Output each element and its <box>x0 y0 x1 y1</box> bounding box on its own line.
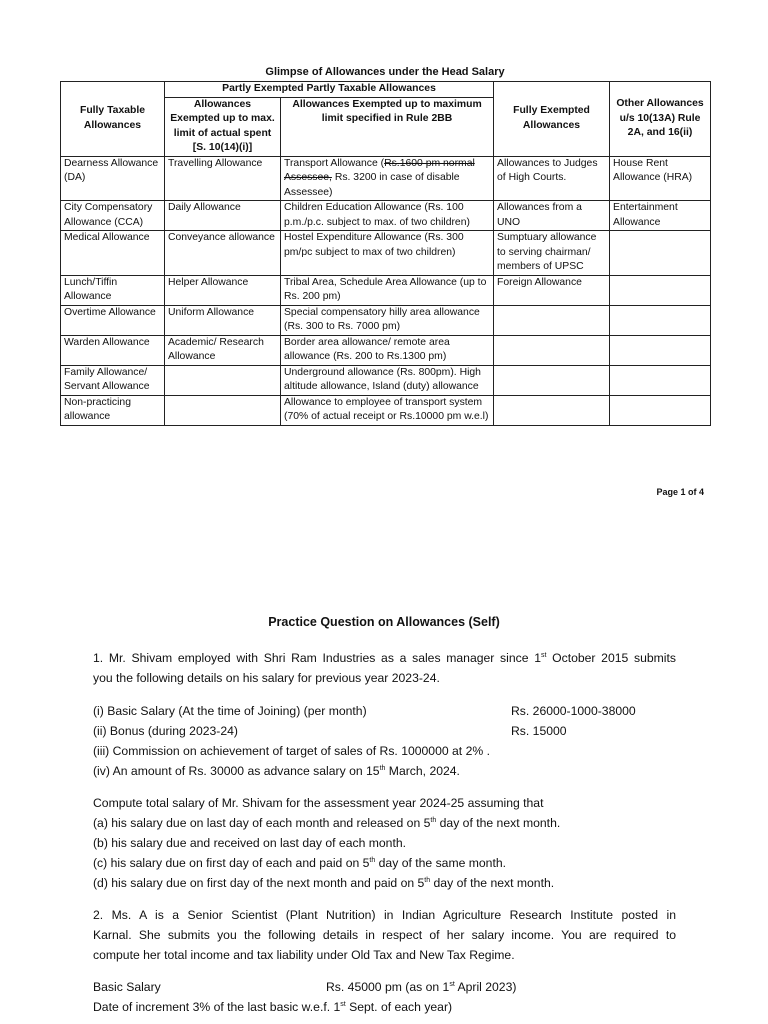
table-cell <box>610 365 711 395</box>
q1-line-1-text: 1. Mr. Shivam employed with Shri Ram Industries as a sales manager since 1 <box>93 651 541 665</box>
table-row <box>61 335 711 365</box>
table-row <box>61 201 711 231</box>
header-max-actual-spent: Allowances Exempted up to max. limit of actual spent [S. 10(14)(i)] <box>165 97 281 156</box>
header-fully-exempted: Fully Exempted Allowances <box>494 82 610 157</box>
q1-option-a <box>93 816 560 830</box>
table-cell: Allowances to Judges of High Courts. <box>494 156 610 201</box>
superscript: st <box>340 1000 346 1008</box>
q1-line-2: you the following details on his salary for previous year 2023-24. <box>93 671 440 685</box>
table-cell <box>610 231 711 276</box>
q1-option-d <box>93 876 554 890</box>
table-cell <box>494 335 610 365</box>
table-row <box>61 305 711 335</box>
q1-item-2-value: Rs. 15000 <box>511 724 567 738</box>
table-cell: Tribal Area, Schedule Area Allowance (up to Rs. 200 pm) <box>281 275 494 305</box>
q2-basic-value-text: Rs. 45000 pm (as on 1 <box>326 980 450 994</box>
q1-option-a-text: (a) his salary due on last day of each month and released on 5 <box>93 816 431 830</box>
header-fully-taxable: Fully Taxable Allowances <box>61 82 165 157</box>
table-row <box>61 156 711 201</box>
table-row <box>61 231 711 276</box>
q1-option-c-text: (c) his salary due on first day of each and paid on 5 <box>93 856 370 870</box>
q2-basic-value <box>326 980 516 994</box>
table-cell: Family Allowance/ Servant Allowance <box>61 365 165 395</box>
table-cell: Uniform Allowance <box>165 305 281 335</box>
cell-text: Transport Allowance ( <box>284 157 385 169</box>
table-cell <box>281 156 494 201</box>
table-cell: Overtime Allowance <box>61 305 165 335</box>
q1-line-1 <box>93 651 676 665</box>
superscript: th <box>369 856 376 864</box>
q2-basic-value-text-end: April 2023) <box>454 980 517 994</box>
table-cell: Special compensatory hilly area allowance (Rs. 300 to Rs. 7000 pm) <box>281 305 494 335</box>
cell-text: Rs. 3200 in case of disable Assessee) <box>284 172 460 198</box>
table-header-row <box>61 82 711 98</box>
q1-option-c <box>93 856 506 870</box>
header-rule-2bb: Allowances Exempted up to maximum limit specified in Rule 2BB <box>281 97 494 156</box>
table-cell: Dearness Allowance (DA) <box>61 156 165 201</box>
header-partly-exempted-group: Partly Exempted Partly Taxable Allowances <box>165 82 494 98</box>
q2-increment <box>93 1000 452 1014</box>
q1-item-1: (i) Basic Salary (At the time of Joining) (per month) <box>93 704 367 718</box>
q1-option-d-text-end: day of the next month. <box>430 876 555 890</box>
q1-line-1-text-end: October 2015 submits <box>546 651 676 665</box>
table-cell <box>165 365 281 395</box>
allowances-table <box>60 81 711 426</box>
table-row <box>61 275 711 305</box>
q1-item-2: (ii) Bonus (during 2023-24) <box>93 724 238 738</box>
table-cell <box>494 305 610 335</box>
table-cell: Sumptuary allowance to serving chairman/ members of UPSC <box>494 231 610 276</box>
q1-option-a-text-end: day of the next month. <box>436 816 561 830</box>
table-cell: Warden Allowance <box>61 335 165 365</box>
q1-compute: Compute total salary of Mr. Shivam for the assessment year 2024-25 assuming that <box>93 796 544 810</box>
table-cell: City Compensatory Allowance (CCA) <box>61 201 165 231</box>
table-cell <box>610 335 711 365</box>
superscript: th <box>430 816 437 824</box>
table-cell: Daily Allowance <box>165 201 281 231</box>
q2-line-3: compute her total income and tax liability under Old Tax and New Tax Regime. <box>93 948 515 962</box>
q2-line-1: 2. Ms. A is a Senior Scientist (Plant Nutrition) in Indian Agriculture Research Institute posted in <box>93 908 676 922</box>
q1-item-4-text-end: March, 2024. <box>385 764 460 778</box>
table-cell: Entertainment Allowance <box>610 201 711 231</box>
superscript: st <box>540 651 547 659</box>
table-cell: Helper Allowance <box>165 275 281 305</box>
superscript: th <box>424 876 431 884</box>
table-cell: House Rent Allowance (HRA) <box>610 156 711 201</box>
table-cell <box>165 395 281 425</box>
table-cell: Border area allowance/ remote area allowance (Rs. 200 to Rs.1300 pm) <box>281 335 494 365</box>
table-cell <box>610 395 711 425</box>
page-number: Page 1 of 4 <box>656 487 704 497</box>
table-cell: Non-practicing allowance <box>61 395 165 425</box>
superscript: th <box>379 764 386 772</box>
q1-item-3: (iii) Commission on achievement of target of sales of Rs. 1000000 at 2% . <box>93 744 490 758</box>
table-cell: Conveyance allowance <box>165 231 281 276</box>
superscript: st <box>449 980 455 988</box>
table-cell <box>610 305 711 335</box>
struck-text: Rs.1600 pm normal Assessee, <box>284 157 475 183</box>
q1-option-d-text: (d) his salary due on first day of the next month and paid on 5 <box>93 876 425 890</box>
header-other-allowances: Other Allowances u/s 10(13A) Rule 2A, and 16(ii) <box>610 82 711 157</box>
table-cell: Medical Allowance <box>61 231 165 276</box>
table-cell <box>610 275 711 305</box>
q1-item-1-value: Rs. 26000-1000-38000 <box>511 704 636 718</box>
table-cell: Travelling Allowance <box>165 156 281 201</box>
table-row <box>61 395 711 425</box>
q2-basic-label: Basic Salary <box>93 980 161 994</box>
table-title: Glimpse of Allowances under the Head Salary <box>265 66 505 78</box>
q1-option-b: (b) his salary due and received on last day of each month. <box>93 836 406 850</box>
table-cell: Hostel Expenditure Allowance (Rs. 300 pm/pc subject to max of two children) <box>281 231 494 276</box>
q2-increment-text-end: Sept. of each year) <box>345 1000 453 1014</box>
table-cell: Allowances from a UNO <box>494 201 610 231</box>
table-cell: Underground allowance (Rs. 800pm). High altitude allowance, Island (duty) allowance <box>281 365 494 395</box>
q2-increment-text: Date of increment 3% of the last basic w.e.f. 1 <box>93 1000 341 1014</box>
q1-item-4-text: (iv) An amount of Rs. 30000 as advance salary on 15 <box>93 764 380 778</box>
table-cell: Foreign Allowance <box>494 275 610 305</box>
q1-option-c-text-end: day of the same month. <box>375 856 507 870</box>
table-row <box>61 365 711 395</box>
table-cell: Allowance to employee of transport system (70% of actual receipt or Rs.10000 pm w.e.l) <box>281 395 494 425</box>
table-cell: Children Education Allowance (Rs. 100 p.m./p.c. subject to max. of two children) <box>281 201 494 231</box>
table-cell <box>494 365 610 395</box>
table-cell: Lunch/Tiffin Allowance <box>61 275 165 305</box>
practice-heading: Practice Question on Allowances (Self) <box>268 615 500 629</box>
q2-line-2: Karnal. She submits you the following details in respect of her salary income. You are required to <box>93 928 676 942</box>
table-cell: Academic/ Research Allowance <box>165 335 281 365</box>
q1-item-4 <box>93 764 460 778</box>
table-cell <box>494 395 610 425</box>
